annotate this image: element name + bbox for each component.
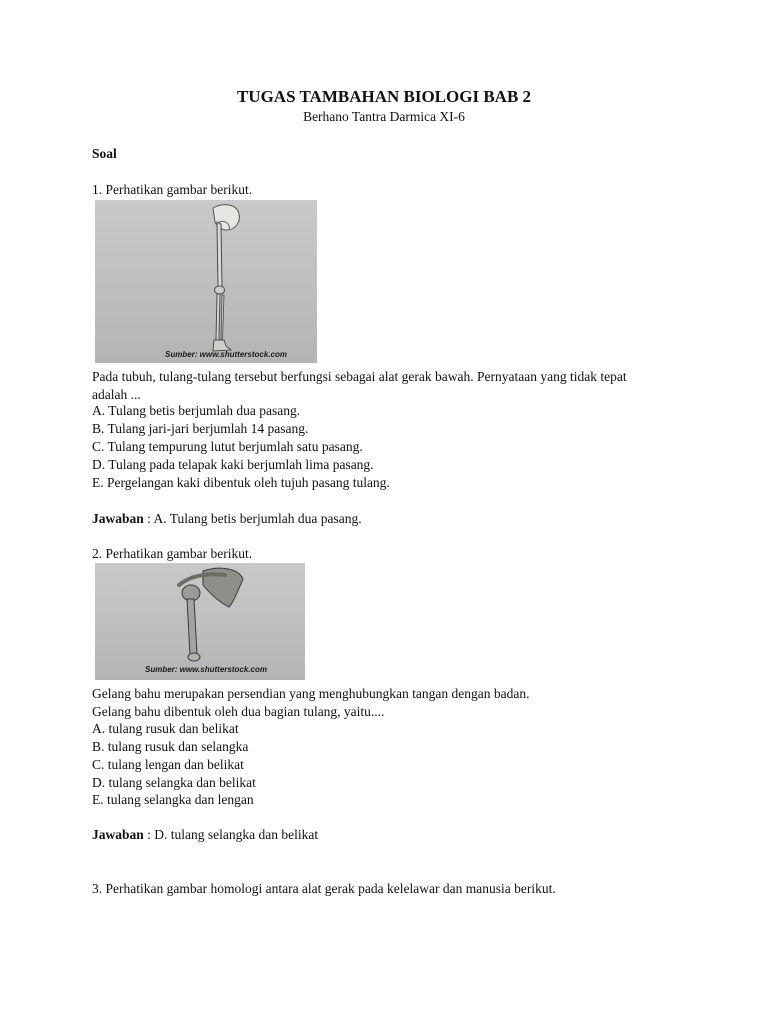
- question-2-option-b: B. tulang rusuk dan selangka: [92, 739, 249, 754]
- answer-text: : D. tulang selangka dan belikat: [143, 827, 319, 842]
- question-2-text-line: Gelang bahu dibentuk oleh dua bagian tulang, yaitu....: [92, 704, 385, 719]
- question-1-option-a: A. Tulang betis berjumlah dua pasang.: [92, 403, 301, 418]
- answer-label: Jawaban: [92, 511, 144, 526]
- question-1-text-line: Pada tubuh, tulang-tulang tersebut berfungsi sebagai alat gerak bawah. Pernyataan yang tidak tepat: [92, 369, 627, 384]
- document-title: TUGAS TAMBAHAN BIOLOGI BAB 2: [236, 87, 532, 106]
- question-1-answer: [92, 510, 362, 528]
- question-1-figure-caption: Sumber: www.shutterstock.com: [165, 350, 287, 359]
- question-2-text-line: Gelang bahu merupakan persendian yang menghubungkan tangan dengan badan.: [92, 686, 530, 701]
- question-2-option-a: A. tulang rusuk dan belikat: [92, 721, 239, 736]
- question-2-option-d: D. tulang selangka dan belikat: [92, 775, 256, 790]
- question-2-answer: [92, 826, 318, 844]
- question-1-option-c: C. Tulang tempurung lutut berjumlah satu pasang.: [92, 439, 363, 454]
- document-author: Berhano Tantra Darmica XI-6: [303, 109, 465, 124]
- question-2-option-e: E. tulang selangka dan lengan: [92, 792, 254, 807]
- question-1-option-e: E. Pergelangan kaki dibentuk oleh tujuh pasang tulang.: [92, 475, 390, 490]
- shoulder-skeleton-image: [95, 563, 305, 680]
- question-1-option-d: D. Tulang pada telapak kaki berjumlah lima pasang.: [92, 457, 374, 472]
- question-2-figure: [95, 563, 305, 680]
- question-1-text-line: adalah ...: [92, 387, 141, 402]
- section-heading: Soal: [92, 146, 117, 161]
- question-2-prompt: 2. Perhatikan gambar berikut.: [92, 546, 253, 561]
- question-1-option-b: B. Tulang jari-jari berjumlah 14 pasang.: [92, 421, 309, 436]
- answer-label: Jawaban: [92, 827, 144, 842]
- question-2-figure-caption: Sumber: www.shutterstock.com: [145, 665, 267, 674]
- question-1-prompt: 1. Perhatikan gambar berikut.: [92, 182, 253, 197]
- answer-text: : A. Tulang betis berjumlah dua pasang.: [143, 511, 362, 526]
- question-3-prompt: 3. Perhatikan gambar homologi antara alat gerak pada kelelawar dan manusia berikut.: [92, 881, 556, 896]
- leg-skeleton-image: [95, 200, 317, 363]
- question-1-figure: [95, 200, 317, 363]
- question-2-option-c: C. tulang lengan dan belikat: [92, 757, 244, 772]
